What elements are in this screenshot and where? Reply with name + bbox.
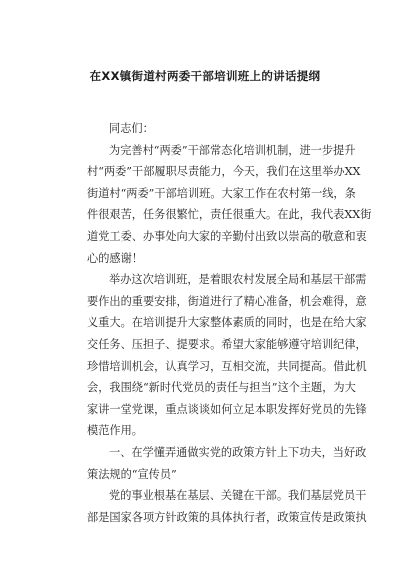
paragraph-line: 街道村“两委”干部培训班。大家工作在农村第一线，条 bbox=[87, 186, 356, 200]
paragraph-line: 为完善村“两委”干部常态化培训机制，进一步提升 bbox=[109, 143, 356, 157]
paragraph-line: 要作出的重要安排，街道进行了精心准备，机会难得，意 bbox=[87, 294, 367, 308]
paragraph-line: 家讲一堂党课，重点谈谈如何立足本职发挥好党员的先锋 bbox=[87, 402, 367, 416]
document-body bbox=[87, 118, 372, 528]
paragraph-line: 心的感谢！ bbox=[87, 251, 143, 265]
paragraph-line: 模范作用。 bbox=[87, 424, 143, 438]
paragraph-line: 交任务、压担子、提要求。希望大家能够遵守培训纪律， bbox=[87, 337, 367, 351]
paragraph-line: 会，我围绕“新时代党员的责任与担当”这个主题，为大 bbox=[87, 381, 356, 395]
paragraph-line: 部是国家各项方针政策的具体执行者，政策宣传是政策执 bbox=[87, 510, 367, 524]
paragraph-line: 件很艰苦，任务很繁忙，责任很重大。在此，我代表XX街 bbox=[87, 208, 372, 222]
paragraph-line: 村“两委”干部履职尽责能力，今天，我们在这里举办XX bbox=[87, 165, 361, 179]
paragraph-line: 党的事业根基在基层、关键在干部。我们基层党员干 bbox=[109, 489, 367, 503]
salutation: 同志们： bbox=[109, 122, 154, 135]
document-title: 在XX镇街道村两委干部培训班上的讲话提纲 bbox=[89, 69, 321, 83]
paragraph-line: 珍惜培训机会，认真学习，互相交流，共同提高。借此机 bbox=[87, 359, 367, 373]
paragraph-line: 举办这次培训班，是着眼农村发展全局和基层干部需 bbox=[109, 273, 367, 287]
paragraph-line: 义重大。在培训提升大家整体素质的同时，也是在给大家 bbox=[87, 316, 367, 330]
section-heading-line: 一、在学懂弄通做实党的政策方针上下功夫，当好政 bbox=[109, 445, 367, 459]
paragraph-line: 道党工委、办事处向大家的辛勤付出致以崇高的敬意和衷 bbox=[87, 229, 367, 243]
section-heading-line: 策法规的“宣传员” bbox=[87, 467, 177, 481]
